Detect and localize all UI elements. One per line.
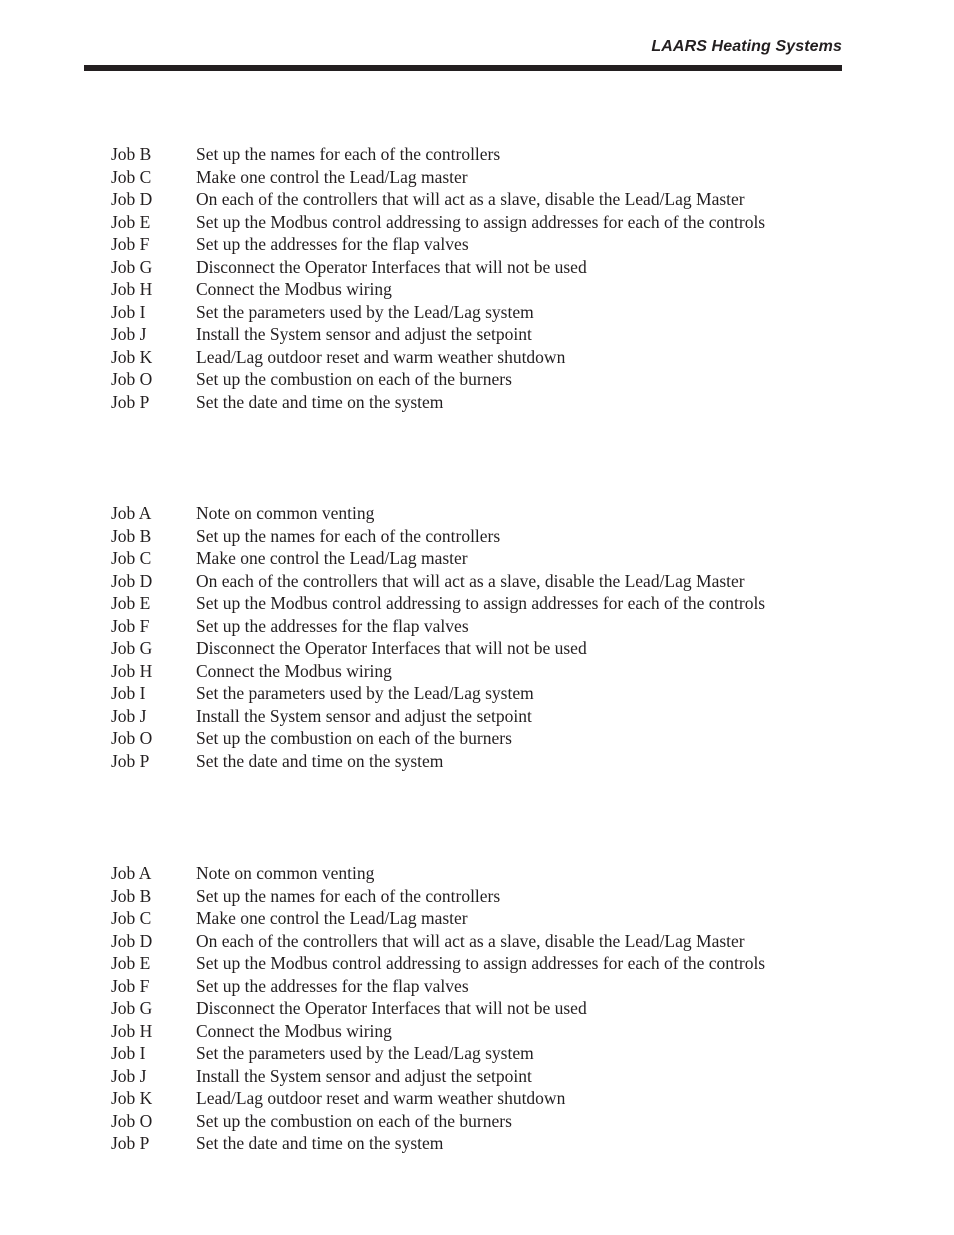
job-description: Set the date and time on the system xyxy=(196,750,444,771)
job-label: Job H xyxy=(111,660,153,681)
job-row xyxy=(111,211,765,234)
job-label: Job O xyxy=(111,369,153,389)
job-description: Set up the addresses for the flap valves xyxy=(196,234,469,254)
job-row xyxy=(111,525,765,548)
job-label: Job F xyxy=(111,234,150,254)
job-row xyxy=(111,750,765,773)
job-row xyxy=(111,143,765,166)
job-row xyxy=(111,727,765,750)
job-row xyxy=(111,547,765,570)
job-label: Job G xyxy=(111,998,153,1018)
job-row xyxy=(111,391,765,414)
job-label: Job C xyxy=(111,548,152,568)
job-description: Make one control the Lead/Lag master xyxy=(196,548,468,568)
job-description: Install the System sensor and adjust the setpoint xyxy=(196,324,532,344)
job-label: Job A xyxy=(111,503,152,523)
job-description: Set up the Modbus control addressing to assign addresses for each of the controls xyxy=(196,953,766,973)
job-description: Make one control the Lead/Lag master xyxy=(196,908,468,928)
job-label: Job P xyxy=(111,391,150,412)
job-label: Job B xyxy=(111,144,152,164)
job-row xyxy=(111,952,765,975)
job-row xyxy=(111,570,765,593)
job-label: Job E xyxy=(111,211,151,232)
job-description: Make one control the Lead/Lag master xyxy=(196,166,468,187)
job-label: Job C xyxy=(111,908,152,928)
job-description: Set up the combustion on each of the burners xyxy=(196,728,512,748)
job-row xyxy=(111,975,765,998)
job-description: Set up the names for each of the controllers xyxy=(196,525,501,546)
job-label: Job D xyxy=(111,570,153,591)
job-description: Install the System sensor and adjust the setpoint xyxy=(196,1065,532,1086)
job-row xyxy=(111,1087,765,1110)
job-list-section-3 xyxy=(111,862,765,1155)
job-label: Job O xyxy=(111,1110,153,1131)
job-description: Connect the Modbus wiring xyxy=(196,1020,392,1041)
job-row xyxy=(111,346,765,369)
job-label: Job C xyxy=(111,166,152,187)
job-label: Job F xyxy=(111,975,150,996)
job-label: Job E xyxy=(111,593,151,613)
job-description: On each of the controllers that will act as a slave, disable the Lead/Lag Master xyxy=(196,930,745,951)
job-label: Job K xyxy=(111,346,153,367)
job-description: Set the parameters used by the Lead/Lag system xyxy=(196,301,534,322)
job-label: Job G xyxy=(111,256,153,277)
job-description: Disconnect the Operator Interfaces that will not be used xyxy=(196,256,587,277)
job-label: Job J xyxy=(111,705,147,726)
job-description: Note on common venting xyxy=(196,503,375,523)
job-row xyxy=(111,592,765,615)
job-label: Job K xyxy=(111,1088,153,1108)
job-row xyxy=(111,682,765,705)
job-row xyxy=(111,502,765,525)
job-description: Set up the addresses for the flap valves xyxy=(196,975,469,996)
job-row xyxy=(111,1065,765,1088)
job-label: Job B xyxy=(111,885,152,906)
job-label: Job A xyxy=(111,863,152,883)
job-description: Set the parameters used by the Lead/Lag system xyxy=(196,683,534,703)
job-label: Job D xyxy=(111,189,153,209)
job-description: Note on common venting xyxy=(196,863,375,883)
job-description: Lead/Lag outdoor reset and warm weather shutdown xyxy=(196,346,566,367)
job-row xyxy=(111,1020,765,1043)
job-label: Job J xyxy=(111,324,147,344)
job-row xyxy=(111,885,765,908)
job-description: Set up the Modbus control addressing to assign addresses for each of the controls xyxy=(196,593,766,613)
job-row xyxy=(111,615,765,638)
job-label: Job I xyxy=(111,1043,146,1063)
job-list-section-1 xyxy=(111,143,765,413)
job-description: Connect the Modbus wiring xyxy=(196,660,392,681)
job-row xyxy=(111,188,765,211)
job-description: Set up the combustion on each of the burners xyxy=(196,369,512,389)
job-row xyxy=(111,660,765,683)
job-row xyxy=(111,930,765,953)
job-row xyxy=(111,997,765,1020)
job-row xyxy=(111,1110,765,1133)
job-description: On each of the controllers that will act as a slave, disable the Lead/Lag Master xyxy=(196,570,745,591)
job-label: Job I xyxy=(111,683,146,703)
job-label: Job I xyxy=(111,301,146,322)
job-label: Job P xyxy=(111,1133,150,1153)
job-row xyxy=(111,301,765,324)
job-row xyxy=(111,862,765,885)
job-description: Lead/Lag outdoor reset and warm weather shutdown xyxy=(196,1088,566,1108)
job-label: Job J xyxy=(111,1065,147,1086)
job-row xyxy=(111,705,765,728)
job-row xyxy=(111,1042,765,1065)
job-label: Job H xyxy=(111,1020,153,1041)
job-row xyxy=(111,256,765,279)
job-description: Set the parameters used by the Lead/Lag system xyxy=(196,1043,534,1063)
job-description: Disconnect the Operator Interfaces that will not be used xyxy=(196,998,587,1018)
job-description: Set up the combustion on each of the burners xyxy=(196,1110,512,1131)
job-row xyxy=(111,1132,765,1155)
job-description: Set up the names for each of the controllers xyxy=(196,885,501,906)
job-row xyxy=(111,278,765,301)
header-title: LAARS Heating Systems xyxy=(651,38,842,55)
job-label: Job D xyxy=(111,930,153,951)
job-row xyxy=(111,166,765,189)
job-description: Disconnect the Operator Interfaces that will not be used xyxy=(196,638,587,658)
job-description: Install the System sensor and adjust the setpoint xyxy=(196,705,532,726)
header-rule xyxy=(84,65,842,71)
job-row xyxy=(111,637,765,660)
job-label: Job F xyxy=(111,615,150,636)
job-row xyxy=(111,368,765,391)
job-row xyxy=(111,233,765,256)
job-label: Job E xyxy=(111,953,151,973)
job-description: Set up the Modbus control addressing to assign addresses for each of the controls xyxy=(196,211,766,232)
job-row xyxy=(111,323,765,346)
job-label: Job H xyxy=(111,279,153,299)
job-list-section-2 xyxy=(111,502,765,772)
job-description: Connect the Modbus wiring xyxy=(196,279,392,299)
job-label: Job O xyxy=(111,728,153,748)
job-description: On each of the controllers that will act as a slave, disable the Lead/Lag Master xyxy=(196,189,745,209)
job-description: Set up the names for each of the controllers xyxy=(196,144,501,164)
job-description: Set up the addresses for the flap valves xyxy=(196,615,469,636)
job-description: Set the date and time on the system xyxy=(196,391,444,412)
job-label: Job P xyxy=(111,750,150,771)
job-description: Set the date and time on the system xyxy=(196,1133,444,1153)
job-label: Job B xyxy=(111,525,152,546)
job-row xyxy=(111,907,765,930)
job-label: Job G xyxy=(111,638,153,658)
